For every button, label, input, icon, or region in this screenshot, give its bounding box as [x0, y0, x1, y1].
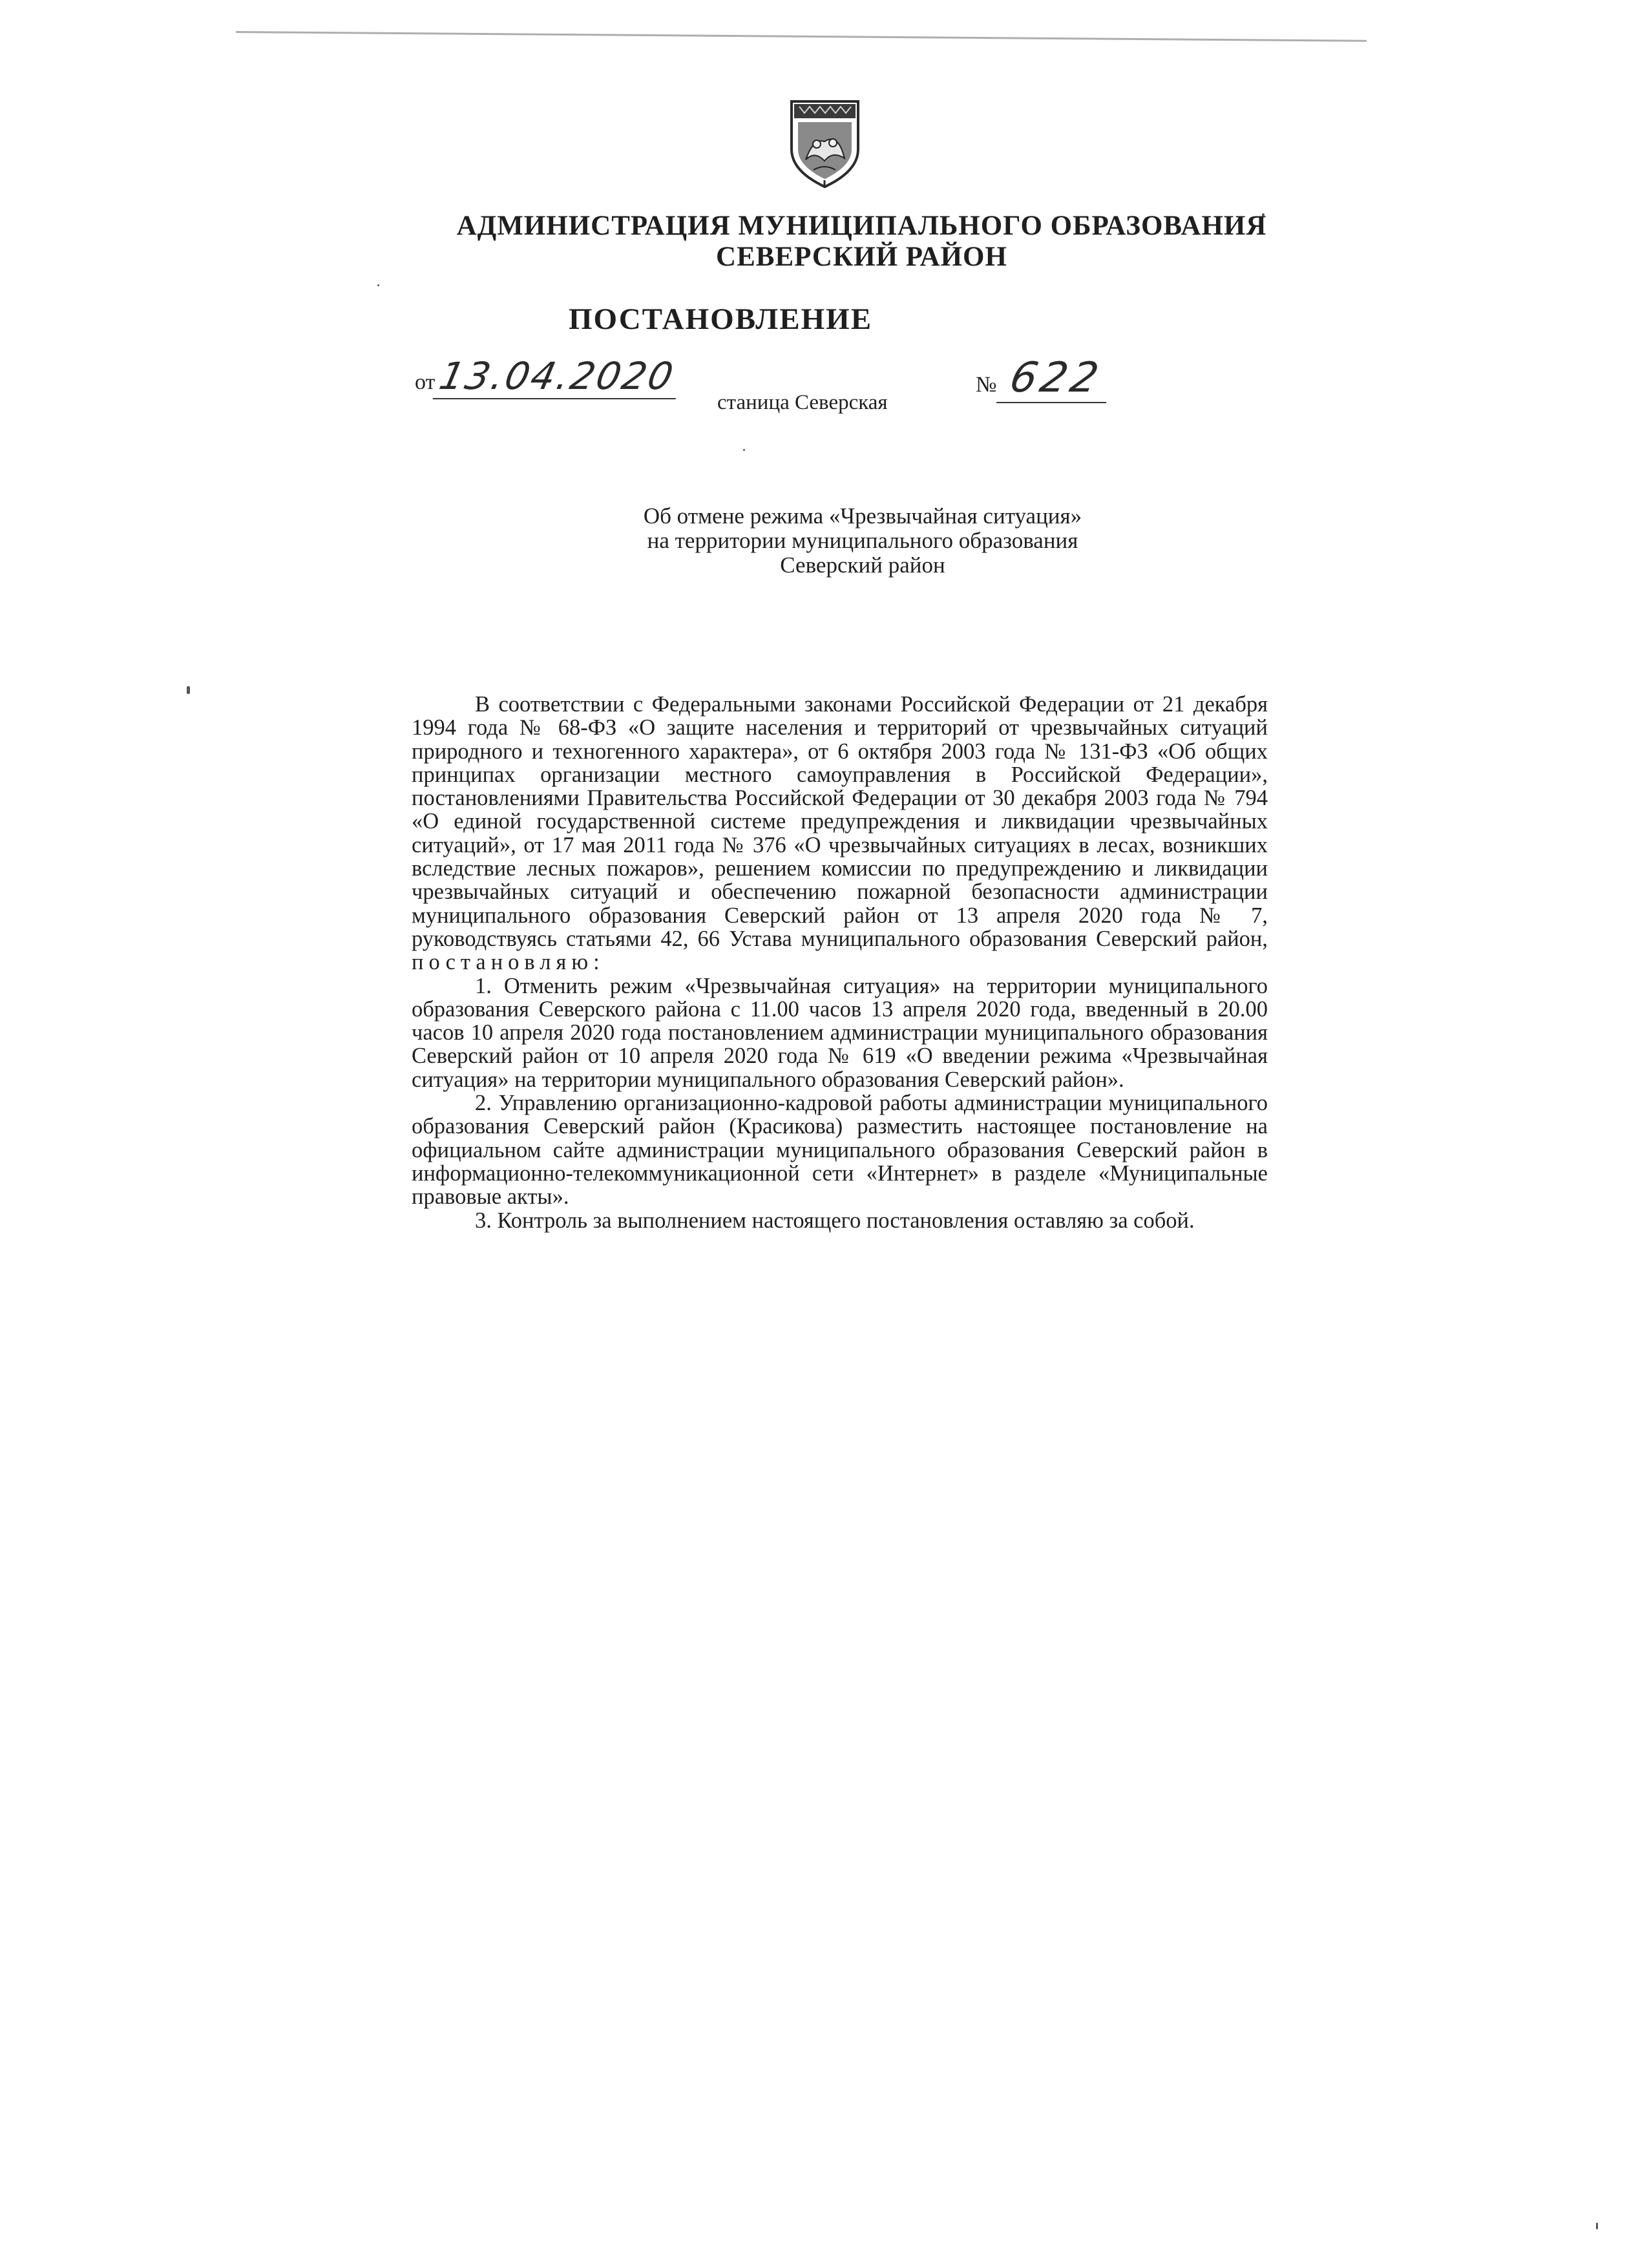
preamble-paragraph [412, 693, 1268, 974]
number-prefix: № [976, 373, 997, 397]
document-number [976, 354, 1112, 403]
place-of-issue: станица Северская [717, 391, 888, 414]
scan-speck [743, 449, 745, 451]
item-2-paragraph: 2. Управлению организационно-кадровой работы администрации муниципального образования Северский район (Красикова) разместить настоящее постановление на официальном сайте администрации муниципального образования Северский район в информационно-телекоммуникационной сети «Интернет» в разделе «Муниципальные правовые акты». [412, 1091, 1268, 1210]
scan-speck [187, 686, 190, 694]
item-1-paragraph: 1. Отменить режим «Чрезвычайная ситуация» на территории муниципального образования Северского района с 11.00 часов 13 апреля 2020 года, введенный в 20.00 часов 10 апреля 2020 года постановлением администрации муниципального образования Северский район от 10 апреля 2020 года № 619 «О введении режима «Чрезвычайная ситуация» на территории муниципального образования Северский район». [412, 973, 1268, 1092]
document-date [415, 354, 681, 399]
title-line: Северский район [780, 552, 945, 578]
document-body [412, 693, 1268, 1232]
item-3-paragraph: 3. Контроль за выполнением настоящего постановления оставляю за собой. [475, 1208, 1195, 1233]
title-line: на территории муниципального образования [647, 528, 1078, 553]
date-handwritten: 13.04.2020 [433, 354, 686, 399]
scan-edge-line [236, 31, 1367, 42]
title-line: Об отмене режима «Чрезвычайная ситуация» [643, 503, 1082, 529]
scan-speck [377, 284, 379, 286]
number-handwritten: 622 [996, 354, 1117, 403]
preamble-text: В соответствии с Федеральными законами Российской Федерации от 21 декабря 1994 года № 68-ФЗ «О защите населения и территорий от чрезвычайных ситуаций природного и техногенного характера», от 6 октября 2003 года № 131-ФЗ «Об общих принципах организации местного самоуправления в Российской Федерации», постановлениями Правительства Российской Федерации от 30 декабря 2003 года № 794 «О единой государственной системе предупреждения и ликвидации чрезвычайных ситуаций», от 17 мая 2011 года № 376 «О чрезвычайных ситуациях в лесах, возникших вследствие лесных пожаров», решением комиссии по предупреждению и ликвидации чрезвычайных ситуаций и обеспечению пожарной безопасности администрации муниципального образования Северский район от 13 апреля 2020 года № 7, руководствуясь статьями 42, 66 Устава муниципального образования Северский район, [412, 692, 1268, 951]
document-type: ПОСТАНОВЛЕНИЕ [569, 302, 873, 336]
coat-of-arms-icon [788, 99, 862, 189]
scan-speck [1596, 2223, 1598, 2229]
org-name-line-1: АДМИНИСТРАЦИЯ МУНИЦИПАЛЬНОГО ОБРАЗОВАНИЯ [456, 211, 1267, 241]
document-title [569, 504, 1157, 578]
org-name-line-2: СЕВЕРСКИЙ РАЙОН [716, 242, 1007, 272]
date-prefix: от [415, 370, 436, 394]
decree-word: постановляю: [412, 950, 605, 975]
